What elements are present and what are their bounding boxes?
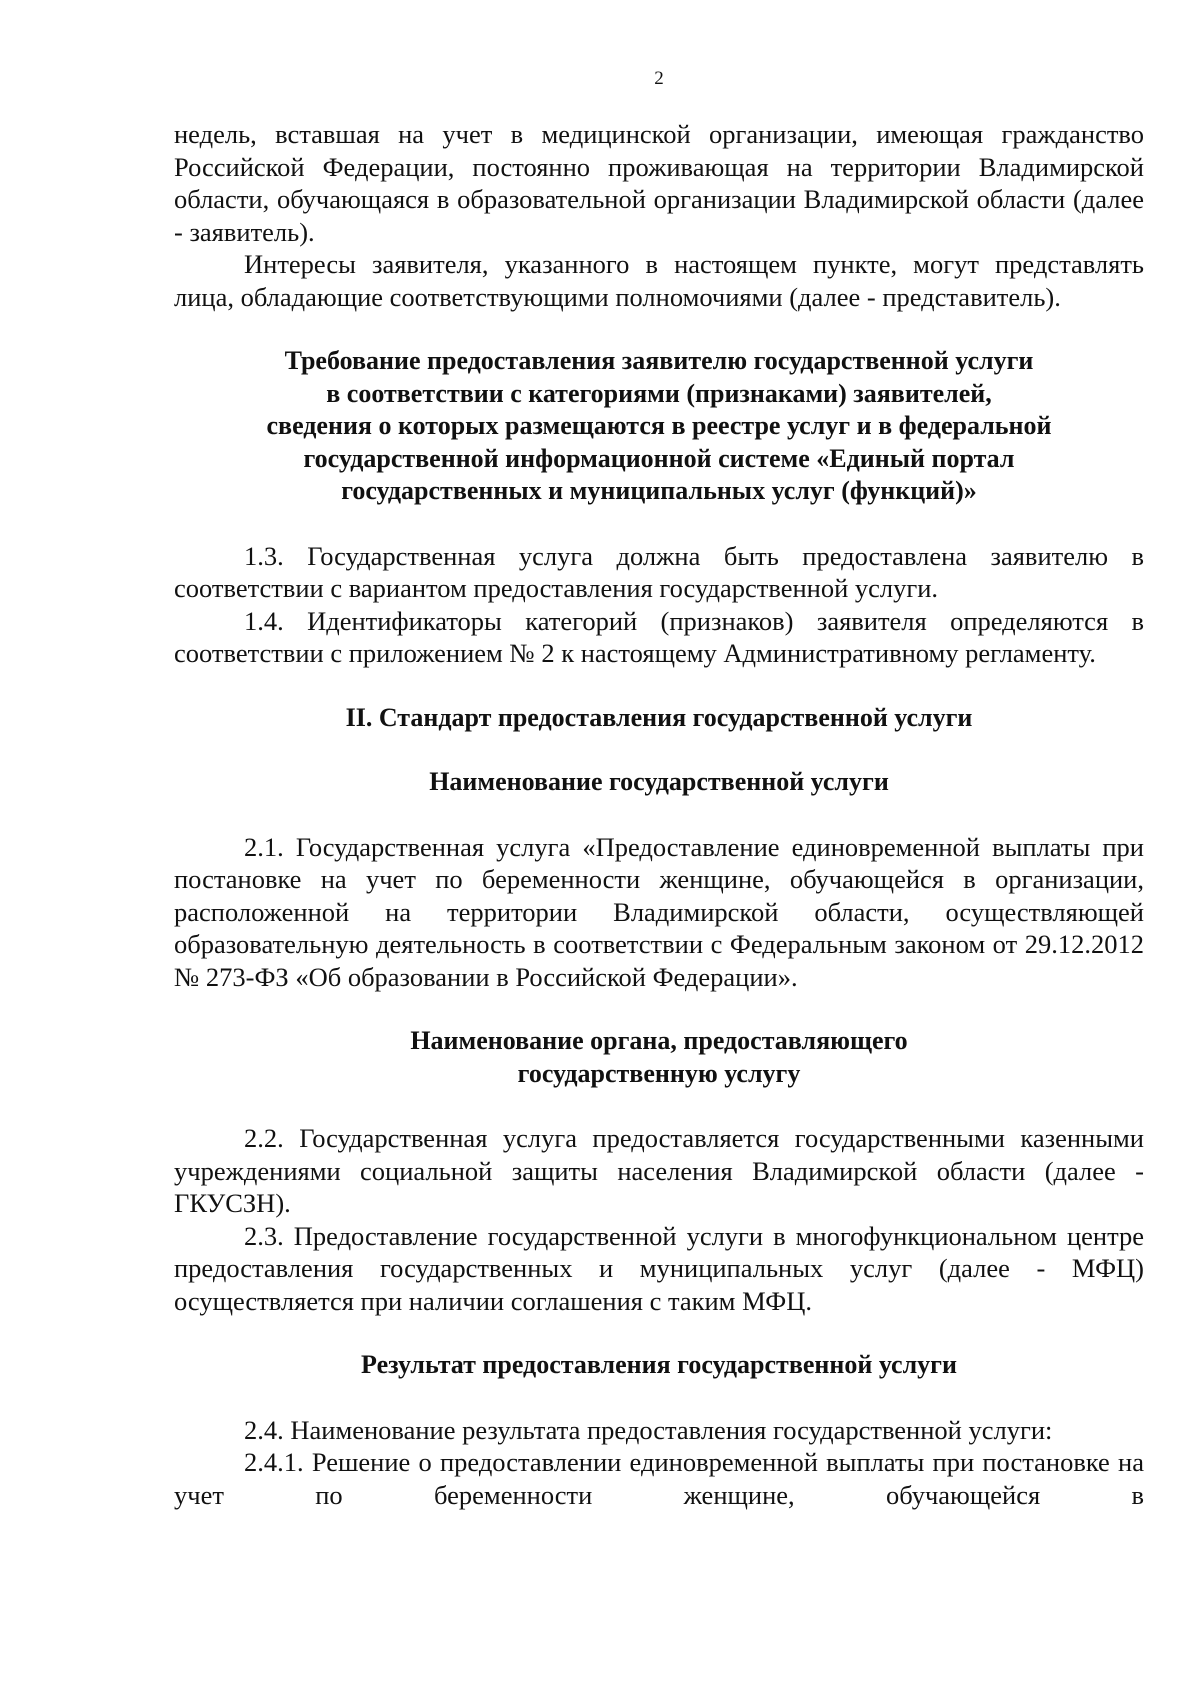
section-heading-service-name: Наименование государственной услуги xyxy=(429,767,889,796)
paragraph-2-3: 2.3. Предоставление государственной услуги в многофункциональном центре предоставления государственных и муниципальных услуг (далее - МФЦ) осуществляется при наличии соглашения с таким МФЦ. xyxy=(174,1220,1144,1316)
page-number: 2 xyxy=(654,68,664,89)
section-heading-requirement: Требование предоставления заявителю государственной услуги в соответствии с категориями (признаками) заявителей, сведения о которых размещаются в реестре услуг и в федеральной государственной информационной системе «Единый портал государственных и муниципальных услуг (функций)» xyxy=(266,346,1052,505)
paragraph-2-4-1: 2.4.1. Решение о предоставлении единовременной выплаты при постановке на учет по беременности женщине, обучающейся в xyxy=(174,1447,1144,1510)
section-heading-standard: II. Стандарт предоставления государственной услуги xyxy=(345,702,973,732)
section-heading-result: Результат предоставления государственной услуги xyxy=(361,1350,957,1379)
document-body xyxy=(174,118,1144,1511)
paragraph-representative: Интересы заявителя, указанного в настоящем пункте, могут представлять лица, обладающие соответствующими полномочиями (далее - представитель). xyxy=(174,249,1144,312)
section-heading-authority: Наименование органа, предоставляющего государственную услугу xyxy=(410,1026,908,1088)
paragraph-applicant-definition: недель, вставшая на учет в медицинской организации, имеющая гражданство Российской Федерации, постоянно проживающая на территории Владимирской области, обучающаяся в образовательной организации Владимирской области (далее - заявитель). xyxy=(174,119,1144,247)
paragraph-2-1: 2.1. Государственная услуга «Предоставление единовременной выплаты при постановке на учет по беременности женщине, обучающейся в организации, расположенной на территории Владимирской области, осуществляющей образовательную деятельность в соответствии с Федеральным законом от 29.12.2012 № 273-ФЗ «Об образовании в Российской Федерации». xyxy=(174,831,1144,992)
paragraph-2-4: 2.4. Наименование результата предоставления государственной услуги: xyxy=(244,1414,1053,1445)
paragraph-1-4: 1.4. Идентификаторы категорий (признаков) заявителя определяются в соответствии с приложением № 2 к настоящему Административному регламенту. xyxy=(174,605,1144,668)
paragraph-2-2: 2.2. Государственная услуга предоставляется государственными казенными учреждениями социальной защиты населения Владимирской области (далее - ГКУСЗН). xyxy=(174,1123,1144,1218)
paragraph-1-3: 1.3. Государственная услуга должна быть предоставлена заявителю в соответствии с вариантом предоставления государственной услуги. xyxy=(174,540,1144,603)
